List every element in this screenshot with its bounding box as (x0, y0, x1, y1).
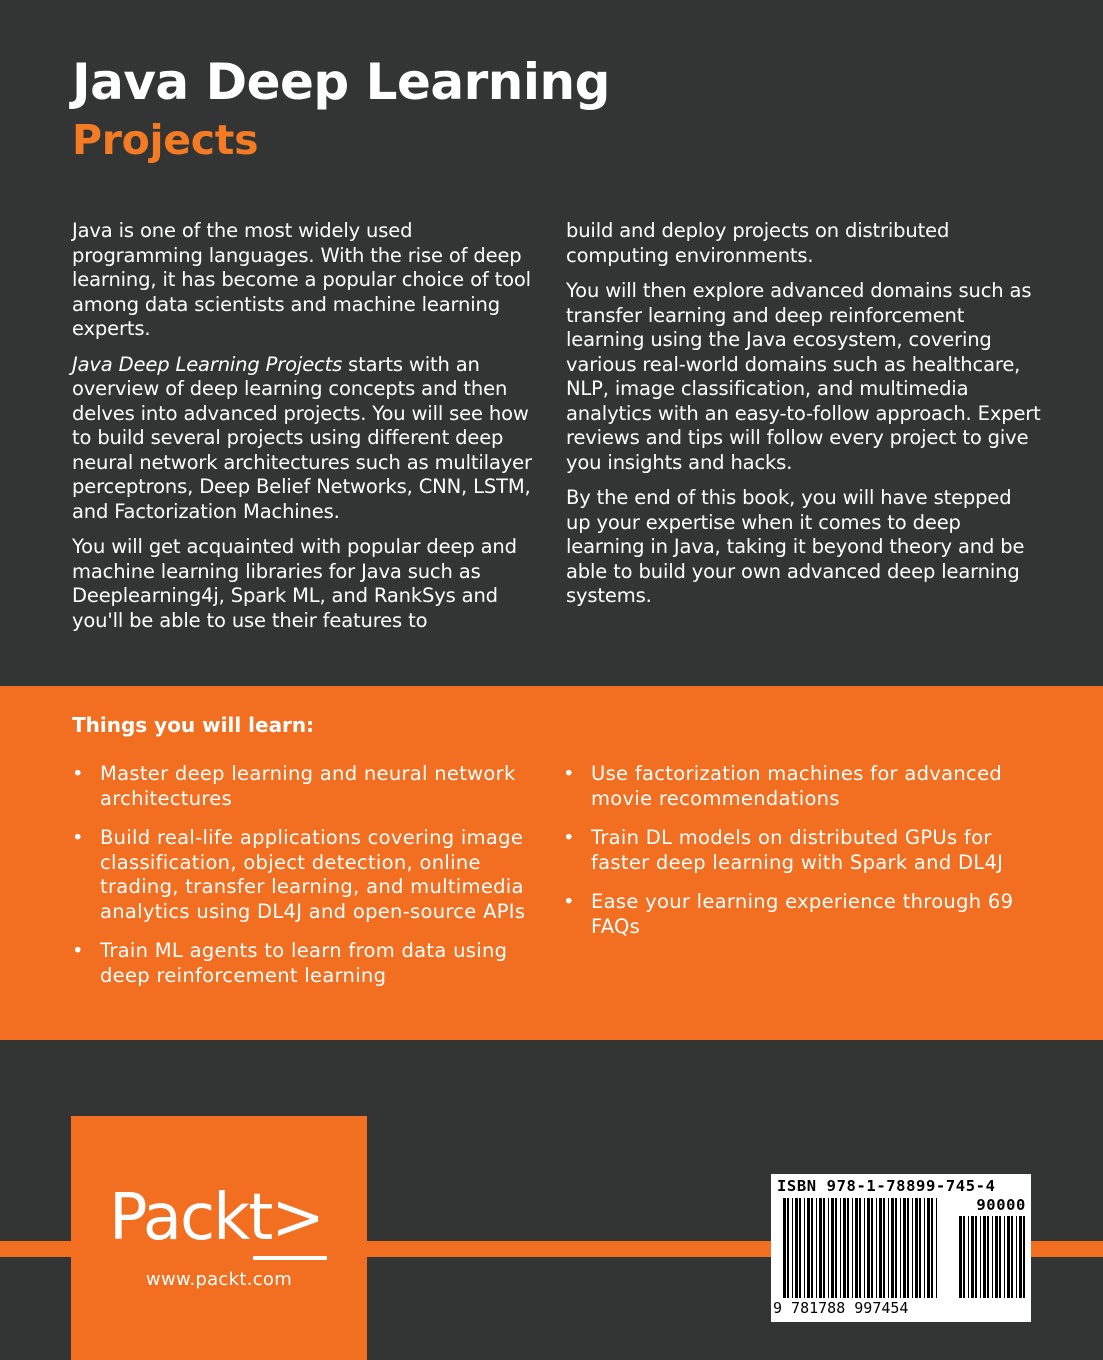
barcode-bar (843, 1198, 846, 1298)
packt-logo (109, 1182, 323, 1254)
barcode-bar (963, 1216, 965, 1298)
barcode-bar (787, 1198, 789, 1298)
list-item (72, 762, 532, 811)
barcode-bar (828, 1198, 829, 1298)
barcode-bar (831, 1198, 834, 1298)
packt-logo-arrow: t> (248, 1181, 323, 1255)
barcode-bar (811, 1198, 813, 1298)
list-item-text: Use factorization machines for advanced movie recommendations (591, 762, 1003, 810)
packt-logo-text: Pack (109, 1181, 249, 1255)
barcode-bar (792, 1198, 793, 1298)
description-paragraph: build and deploy projects on distributed computing environments. (566, 219, 950, 267)
barcode-bar (799, 1198, 801, 1298)
description-paragraph: You will then explore advanced domains such as transfer learning and deep reinforcement learning using the Java ecosystem, covering various real-world domains such as healthcare, NLP, image classification, and multimedia analytics with an easy-to-follow approach. Expert reviews and tips will follow every project to give you insights and hacks. (566, 279, 1041, 474)
barcode-bar (816, 1198, 817, 1298)
barcode-bar (924, 1198, 925, 1298)
barcode-bar (983, 1216, 986, 1298)
isbn-barcode (771, 1174, 1031, 1322)
book-subtitle: Projects (72, 116, 259, 164)
barcode-bar (907, 1198, 909, 1298)
barcode-bar (855, 1198, 858, 1298)
barcode-bar (852, 1198, 853, 1298)
ean-number: 9 781788 997454 (773, 1299, 909, 1317)
book-title: Java Deep Learning (72, 53, 610, 111)
barcode-bar (819, 1198, 822, 1298)
ean-bars (783, 1198, 937, 1298)
barcode-bar (847, 1198, 849, 1298)
bullet-icon: • (563, 890, 575, 913)
list-item (563, 890, 1033, 939)
barcode-bar (883, 1198, 885, 1298)
barcode-bar (975, 1216, 977, 1298)
barcode-bar (1007, 1216, 1010, 1298)
bullet-icon: • (72, 939, 84, 962)
barcode-bar (795, 1198, 798, 1298)
description-paragraph: You will get acquainted with popular deep and machine learning libraries for Java such as Deeplearning4j, Spark ML, and RankSys and you'll be able to use their features to (72, 535, 517, 632)
barcode-bar (804, 1198, 805, 1298)
barcode-bar (888, 1198, 889, 1298)
barcode-bar (900, 1198, 901, 1298)
barcode-bar (999, 1216, 1001, 1298)
description-paragraph: Java is one of the most widely used programming languages. With the rise of deep learning, it has become a popular choice of tool among data scientists and machine learning experts. (72, 219, 531, 340)
barcode-bar (987, 1216, 989, 1298)
barcode-bar (919, 1198, 921, 1298)
barcode-bar (876, 1198, 877, 1298)
learn-list-right (563, 762, 1033, 954)
barcode-bar (1004, 1216, 1005, 1298)
barcode-bar (992, 1216, 993, 1298)
description-left-column (72, 219, 542, 644)
barcode-bar (1011, 1216, 1013, 1298)
barcode-bar (1023, 1216, 1025, 1298)
isbn-number: ISBN 978-1-78899-745-4 (777, 1177, 996, 1195)
barcode-bar (879, 1198, 882, 1298)
barcode-bar (823, 1198, 825, 1298)
price-code: 90000 (976, 1196, 1026, 1214)
barcode-bar (891, 1198, 894, 1298)
list-item (563, 826, 1033, 875)
learn-heading: Things you will learn: (72, 713, 315, 737)
barcode-bar (959, 1216, 962, 1298)
barcode-bar (783, 1198, 786, 1298)
barcode-bar (1019, 1216, 1022, 1298)
barcode-bar (931, 1198, 933, 1298)
barcode-bar (807, 1198, 810, 1298)
barcode-bar (859, 1198, 861, 1298)
barcode-bar (1016, 1216, 1017, 1298)
barcode-bar (936, 1198, 937, 1298)
barcode-bar (971, 1216, 974, 1298)
list-item-text: Train ML agents to learn from data using deep reinforcement learning (100, 939, 508, 987)
barcode-bar (864, 1198, 865, 1298)
addon-bars (959, 1216, 1025, 1298)
description-paragraph: By the end of this book, you will have stepped up your expertise when it comes to deep learning in Java, taking it beyond theory and be able to build your own advanced deep learning systems. (566, 486, 1025, 607)
list-item-text: Train DL models on distributed GPUs for faster deep learning with Spark and DL4J (591, 826, 1004, 874)
list-item (72, 826, 532, 924)
barcode-bar (912, 1198, 913, 1298)
barcode-bar (895, 1198, 897, 1298)
list-item (72, 939, 532, 988)
barcode-bar (980, 1216, 981, 1298)
packt-logo-underline (253, 1256, 327, 1260)
bullet-icon: • (72, 826, 84, 849)
barcode-bar (968, 1216, 969, 1298)
list-item-text: Master deep learning and neural network architectures (100, 762, 516, 810)
publisher-url: www.packt.com (145, 1269, 293, 1290)
barcode-bar (915, 1198, 918, 1298)
barcode-bar (903, 1198, 906, 1298)
bullet-icon: • (563, 826, 575, 849)
description-text: starts with an overview of deep learning concepts and then delves into advanced projects. You will see how to build several projects using different deep neural network architectures such as multilayer perceptrons, Deep Belief Networks, CNN, LSTM, and Factorization Machines. (72, 352, 532, 523)
barcode-bar (867, 1198, 870, 1298)
description-paragraph (72, 353, 542, 525)
list-item-text: Ease your learning experience through 69 FAQs (591, 890, 1014, 938)
list-item-text: Build real-life applications covering image classification, object detection, online trading, transfer learning, and multimedia analytics using DL4J and open-source APIs (100, 826, 526, 923)
learn-list-left (72, 762, 532, 1003)
description-right-column (566, 219, 1041, 620)
barcode-bar (995, 1216, 998, 1298)
barcode-bar (927, 1198, 930, 1298)
barcode-bar (871, 1198, 873, 1298)
publisher-logo-block (71, 1116, 367, 1360)
list-item (563, 762, 1033, 811)
barcode-bar (835, 1198, 837, 1298)
bullet-icon: • (563, 762, 575, 785)
book-title-italic: Java Deep Learning Projects (72, 352, 343, 376)
bullet-icon: • (72, 762, 84, 785)
barcode-bar (840, 1198, 841, 1298)
